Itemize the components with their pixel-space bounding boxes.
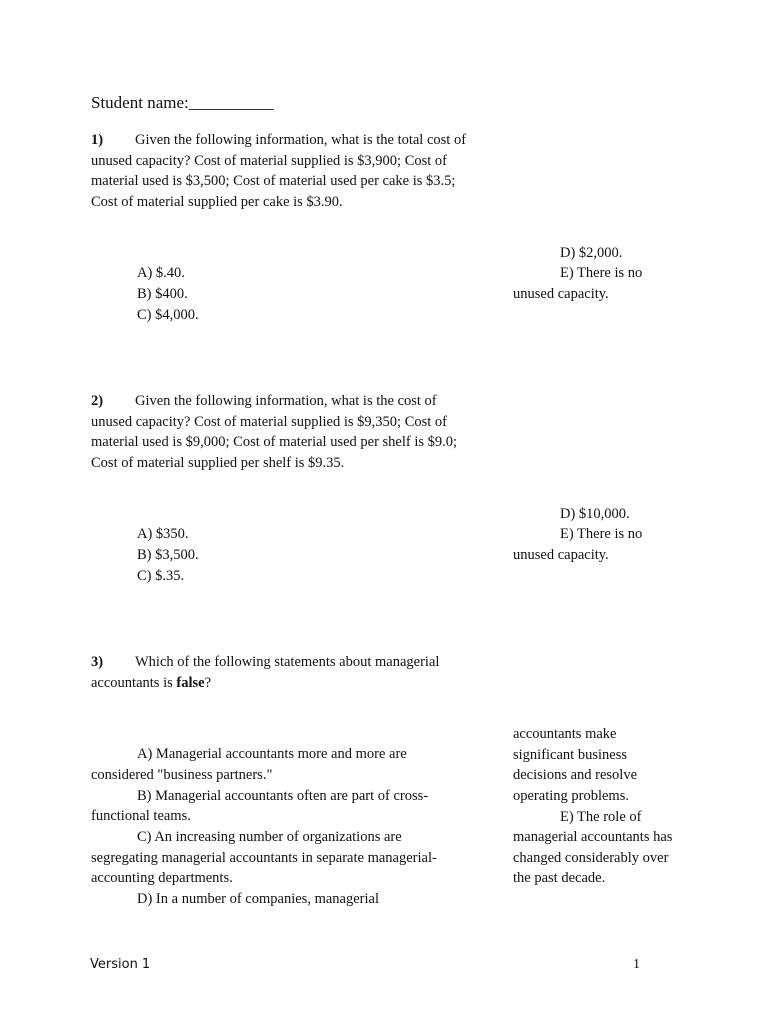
option-e: E) There is no (560, 265, 643, 281)
option-a: A) Managerial accountants more and more are (137, 746, 407, 762)
option-e-continued: the past decade. (513, 870, 606, 886)
option-e-continued: managerial accountants has (513, 829, 673, 845)
option-c: C) An increasing number of organizations are (137, 829, 402, 845)
page-number: 1 (633, 957, 640, 972)
option-a: A) $350. (137, 526, 189, 542)
question-2-stem (91, 391, 471, 473)
student-name-heading: Student name:__________ (91, 93, 274, 112)
option-b: B) $3,500. (137, 547, 199, 563)
question-text-end: ? (204, 674, 211, 691)
option-d: D) In a number of companies, managerial (137, 891, 379, 907)
question-number: 2) (91, 393, 104, 409)
question-emphasis: false (176, 674, 205, 691)
option-c-continued-2: accounting departments. (91, 870, 233, 886)
question-1-stem (91, 130, 471, 212)
option-c: C) $4,000. (137, 307, 199, 323)
footer-version: Version 1 (90, 957, 151, 972)
option-d-continued: significant business (513, 747, 627, 763)
option-e: E) The role of (560, 809, 642, 825)
option-b: B) Managerial accountants often are part of cross- (137, 788, 429, 804)
question-text: Given the following information, what is the total cost of unused capacity? Cost of material supplied is $3,900; Cost of material used is $3,500; Cost of material used per cake is $3.5; Cost of material supplied per cake is $3.90. (91, 132, 467, 210)
question-text: Given the following information, what is the cost of unused capacity? Cost of material supplied is $9,350; Cost of material used is $9,000; Cost of material used per shelf is $9.0; Cost of material supplied per shelf is $9.35. (91, 393, 458, 471)
option-c: C) $.35. (137, 568, 185, 584)
question-number: 1) (91, 132, 104, 148)
option-a: A) $.40. (137, 265, 185, 281)
option-d-continued: decisions and resolve (513, 767, 638, 783)
option-e-continued: unused capacity. (513, 547, 609, 563)
question-number: 3) (91, 654, 104, 670)
option-d-continued: accountants make (513, 726, 617, 742)
option-a-continued: considered "business partners." (91, 767, 273, 783)
option-b-continued: functional teams. (91, 808, 191, 824)
option-c-continued: segregating managerial accountants in separate managerial- (91, 850, 437, 866)
question-3-stem (91, 652, 471, 693)
option-d-continued: operating problems. (513, 788, 629, 804)
option-d: D) $2,000. (560, 245, 623, 261)
question-text: Which of the following statements about managerial accountants is (91, 654, 440, 691)
option-d: D) $10,000. (560, 506, 630, 522)
option-e: E) There is no (560, 526, 643, 542)
option-e-continued: unused capacity. (513, 286, 609, 302)
option-b: B) $400. (137, 286, 188, 302)
option-e-continued: changed considerably over (513, 850, 669, 866)
